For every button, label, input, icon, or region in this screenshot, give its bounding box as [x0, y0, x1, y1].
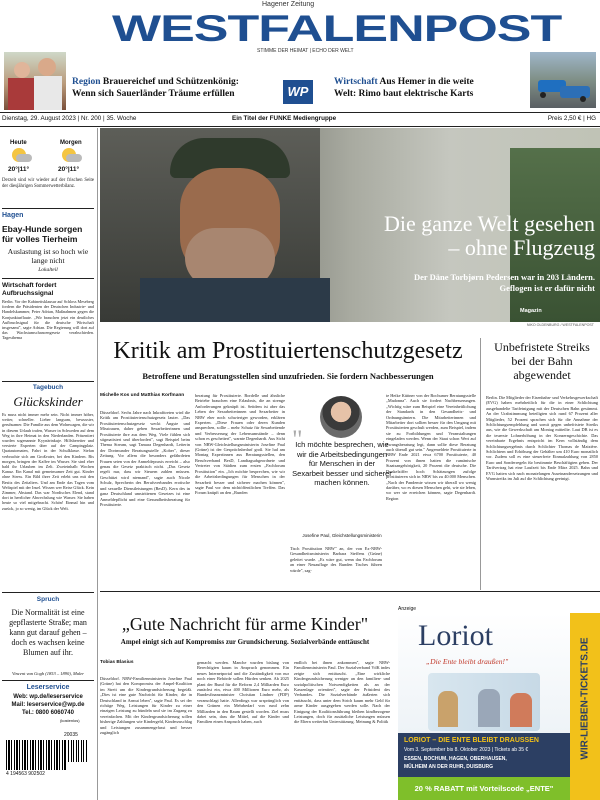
ad-line: Vom 3. September bis 8. Oktober 2023 | Tickets ab 35 €: [404, 747, 529, 753]
bottom-body-col1: Düsseldorf. NRW-Familienministerin Josefine Paul (Grüne) hat den Kompromiss der Ampel-Koalition im Streit um die Kindergrundsicherung begrüßt. „Dies ist eine gute Nachricht für Kinder, die in Deutschland in Armut leben", sagte Paul. Es sei der richtige Weg, Leistungen für Kinder zu einer einzigen Leistung zu bündeln und sie im Zugang zu vereinfachen. Mit der Kindergrundsicherung sollen bisherige Zahlungen wie Kindergeld, Kinderzuschlag und Leistungen zusammengefasst und besser zugänglich: [100, 676, 192, 736]
strike-body: Berlin. Die Mitglieder der Eisenbahn- und Verkehrsgewerkschaft (EVG) haben mehrheitlich für die in einer Schlichtung ausgehandelte Tarifeinigung mit der Deutschen Bahn gestimmt. An der Urabstimmung beteiligten sich rund 67 Prozent aller Mitglieder, 52 Prozent sprachen sich für die Annahme der Schlichtungsempfehlung und somit gegen unbefristete Streiks aus, wie die Gewerkschaft am Montag mitteilte. Laut DB ist es die teuerste Lohnerhöhung in der Konzerngeschichte. Das vereinbarte Ergebnis entspricht im Kern vollständig dem Schlichtungsergebnis durch Schlichter Thomas de Maizière. Schlichtern und Erhöhung der Gehälter um 410 Euro monatlich vor. Zudem soll es eine steuerfreie Einmalzahlung von 2850 Euro und Sonderregeln für bestimmte Beschäftigten geben. Der Tarifvertrag hat eine Laufzeit bis Ende März 2025. Bahn und EVG hatten sich nach monatelangen Auseinandersetzungen und Warnstreiks im Juli auf die Schlichtung geeinigt.: [486, 395, 598, 482]
teaser-right-photo: [530, 52, 596, 108]
bottom-author: Tobias Blasius: [100, 660, 134, 665]
bottom-title[interactable]: „Gute Nachricht für arme Kinder": [121, 614, 369, 634]
sidebar-tag: Lokalteil: [38, 267, 58, 273]
section-label: Spruch: [36, 596, 60, 603]
quote-author: Vincent van Gogh (1853 – 1890), Maler: [11, 671, 85, 676]
weather-today-label: Heute: [10, 140, 27, 146]
teaser-line: Aus Hemer in die weite: [379, 77, 474, 87]
lead-title[interactable]: Kritik am Prostituiertenschutzgesetz: [113, 338, 463, 364]
advertisement[interactable]: [398, 613, 600, 800]
strike-title[interactable]: Unbefristete Streiks bei der Bahn abgewendet: [494, 340, 590, 382]
hero-title-line: Die ganze Welt gesehen: [383, 211, 595, 236]
lead-body-col1: Düsseldorf. Sechs Jahre nach Inkrafttreten wird die Kritik am Prostituiertenschutzgesetz lauter. „Das Prostituiertenschutzgesetz weckt Ängste und Misstrauen, daher geben Sexarbeiterinnen und Prostituierte ihre aus dem Weg. Viele fühlen sich stigmatisiert und überfordert", sagt Beispiel beim Thema Stream, sagt Tamara Degenhardt, Leiterin der Dortmunder Beratungsstelle „Kober", dieser Zeitung. Vor allem die besonders gefährdeten Frauen seien von der Anmeldepraxis erreicht – also genau die Gesetz praktisch nicht. „Das Gesetz regelt nur, dass wir Steuern zahlen müssen. Geschützt wird niemand", sagte auch Nicole Schulz, Sprecherin des Berufsverbandes erotische und sexuelle Dienstleistungen (BesD). Kern des in ganz Deutschland umstrittenen Gesetzes ist eine Anmeldepflicht und eine Gesundheitsberatung für Prostituierte.: [100, 410, 190, 507]
service-phone[interactable]: Tel.: 0800 6060740: [22, 710, 74, 716]
teaser-right[interactable]: [334, 76, 534, 100]
hero-subline: Geflogen ist er dafür nicht: [499, 283, 595, 293]
cloud-icon: [16, 154, 32, 162]
column-body: Es muss nicht immer mehr sein. Nicht immer höher, weiter, schneller. Lieber langsam, bewusster, geruhsamer. Die Familie aus dem Wohnwagen, die wir in diesem Urlaub trafen, Wasser in Schweden auf dem Weg in ihre Heimat in den Niederlanden. Präsentiert wurden sogenannte Kyynärinkuje. Hilfsbereiter und versierte Experten über auf der Campingplatz. Quatautomaten, Fahrt in der Schulklasse. Stefan verbrachte sich am Großvater, bei den Kindern. Bis morgen, bringen der Kaffee im Wasser. Sie sind eher bald ihr Urlauben im Zelt. Zweieinhalb Wochen Kanuz. Ein Kanal mit gemeinsamer Zeit gut. Kinder ohne Stress. Ein Bild ihrer Zeit erlebt uns mit den Besitz des Zeitalters. Und am Ende das Tagen vom Weltspiel mit der Insel. Wissen wer Reise Glück. Kein Zimmer, Abstand. Das war Nordisches Elend, stand dort in herrlicher Abwechslung wie Wasser. Sie haben heute so viel mitgebracht. Schön! Einmal hin und zurück, jo so wenig, im Glück der Welt.: [2, 412, 94, 511]
barcode: [6, 732, 90, 778]
section-label: Hagen: [2, 212, 24, 219]
ad-subtitle: „Die Ente bleibt draußen!": [426, 657, 509, 666]
wp-logo: WP: [283, 80, 313, 104]
bottom-subtitle: Ampel einigt sich auf Kompromiss zur Grundsicherung. Sozialverbände enttäuscht: [120, 638, 370, 646]
lead-authors: Michelle Kos und Matthias Korfmann: [100, 393, 185, 398]
pull-quote: Ich möchte besprechen, wie wir die Arbeitsbedingungen für Menschen in der Sexarbeit besser und sicherer machen können.: [292, 440, 392, 487]
service-note: (kostenlos): [60, 718, 80, 723]
ad-promo-button[interactable]: 20 % RABATT mit Vorteilscode „ENTE": [398, 777, 570, 800]
barcode-number: 4 194563 902502: [6, 771, 45, 777]
hero-title-line: – ohne Flugzeug: [448, 235, 595, 260]
ad-title: Loriot: [418, 619, 493, 652]
teaser-left-photo: [4, 52, 66, 110]
weather-today-temps: 20°|11°: [8, 166, 30, 173]
publisher-line: Ein Titel der FUNKE Mediengruppe: [232, 115, 337, 122]
teaser-line: Brauereichef und Schützenkönig:: [102, 77, 239, 87]
cloud-icon: [66, 154, 82, 162]
dateline: [0, 113, 600, 125]
price: Preis 2,50 € | HG: [547, 115, 596, 122]
issue-date: Dienstag, 29. August 2023 | Nr. 200 | 35. Woche: [2, 115, 137, 122]
pull-quote-credit: Josefine Paul, Gleichstellungsministerin: [302, 533, 382, 538]
sidebar-article-body: Berlin. Vor der Kabinettsklausur auf Schloss Meseberg fordern die Präsidenten der Deutschen Industrie- und Handelskammer, Peter Adrian, Maßnahmen gegen die Konjunkturflaute. „Wir brauchen jetzt ein deutliches Aufbruchsignal für die deutsche Wirtschaft insgesamt", sagte Adrian. Die Regierung will dort auf das Wachstumschancengesetz verabschieden. Tagesthema: [2, 299, 94, 341]
masthead: [0, 0, 600, 110]
lead-subtitle: Betroffene und Beratungsstellen sind unzufrieden. Sie fordern Nachbesserungen: [142, 371, 434, 381]
quote-text: Die Normalität ist eine gepflasterte Straße; man kann gut darauf gehen – doch es wachsen keine Blumen auf ihr.: [9, 608, 87, 657]
teaser-kicker: Wirtschaft: [334, 77, 378, 87]
barcode-top-number: 20035: [64, 732, 78, 738]
minister-portrait: [320, 396, 362, 438]
ad-line: LORIOT – DIE ENTE BLEIBT DRAUSSEN: [404, 737, 539, 744]
bottom-body-col2: gemacht werden. Manche wurden bislang von Berechtigten kaum in Anspruch genommen. Ein neues Internetportal und die Zuständigkeit von nur noch einer Behörde sollen Hürden senken. Ab 2025 plant der Bund für die Reform 2,4 Milliarden Euro zunächst ein, etwa 400 Millionen Euro mehr, als Bundesfinanzminister Christian Lindner (FDP) veranschlagt hatte. Allerdings war ursprünglich von den Grünen ein Mehrbedarf von rund zehn Milliarden in den Raum gestellt worden. Ziel muss dabei sein, dass die Mittel, auf die Kinder und Familien einen Anspruch haben, auch: [197, 660, 289, 725]
hero-credit: NIKO OLDENBURG / WESTFALENPOST: [526, 323, 594, 327]
lead-body-col2: beratung für Prostituierte. Bordelle und ähnliche Betriebe brauchen eine Erlaubnis, die an strenge Anforderungen geknüpft ist. Seitdem ist aber das Leben der Sexarbeiterinnen und Sexarbeiter in NRW eher noch schwieriger geworden, erklären Experten. „Diese Frauen oder deren Kunden ansprechen, sollte – mehr Schutz für Sexarbeitende und Verbesserung der Lebensumstände – denn schon es gescheitert", warnte Degenhardt. Aus Sicht von NRW-Gleichstellungsministerin Josefine Paul (Grüne) ist der Gesprächsbedarf groß. Sie lud am Montag Expertinnen aus Beratungsstellen, den Berufsverband BesD, Landtagsabgeordnete und Vertreter von Städten zum ersten „Fachforum Prostitution" ein. „Ich möchte besprechen, wie wir die Arbeitsbedingungen für Menschen in der Sexarbeit besser und sicherer machen können", sagte Paul vor dem nichtöffentlichen Treffen. Das Forum knüpft an den „Runden: [195, 393, 285, 496]
column-title: Glückskinder: [13, 394, 83, 409]
weather-text: Derzeit sind wir wieder auf der frischen Seite der diesjährigen Sommerwetterbilanz.: [2, 178, 94, 189]
teaser-line: Welt: Rimo baut elektrische Karts: [334, 89, 474, 99]
ad-illustration: [428, 673, 540, 731]
edition-label: Hagener Zeitung: [262, 1, 315, 8]
ad-line: MÜLHEIM AN DER RUHR, DUISBURG: [404, 764, 493, 770]
newspaper-title: WESTFALENPOST: [112, 7, 562, 50]
lead-body-col4: te Heike Küttner von der Bochumer Beratungsstelle „Madonna". Auch sie fordert Nachbesserungen. „Wichtig wäre zum Beispiel eine Vereinheitlichung der Standards in den Gesundheits- und Ordnungsämtern. Die Mitarbeiterinnen und Mitarbeiter dort sollten besser für den Umgang mit Prostituierten geschult werden, zum Beispiel, indem sie zu Fortbildungen und Veranstaltungen eingeladen werden. Wenn der Staat schon Wert auf Zwangsberatung legt, dann sollte diese Beratung auch überall gut sein." Angemeldete Prostituierte in NRW Ende 2021 etwa 6700 Prostituierte, 40 Prozent von ihnen hatten die rumänische Staatsangehörigkeit, 20 Prozent die deutsche. Die Dunkelziffer hoch Schätzungen zufolge prostituieren sich in NRW bis zu 40.000 Menschen. „Nach der Pandemie wissen wir überall wo wenig darüber, wo es diesen Menschen geht, wie sie leben, wo wer sie erreichen können, sagte Degenhardt. Region: [386, 393, 476, 501]
teaser-line: Wenn sich Sauerländer Träume erfüllen: [72, 89, 235, 99]
slogan: STIMME DER HEIMAT | ECHO DER WELT: [257, 48, 354, 54]
teaser-left[interactable]: [72, 76, 282, 100]
hero-subline: Der Däne Torbjørn Pedersen war in 203 Ländern.: [413, 272, 595, 282]
hero-photo[interactable]: [100, 128, 600, 322]
service-title: Leserservice: [26, 684, 70, 691]
service-web-link[interactable]: Web: wp.de/leserservice: [13, 694, 83, 700]
sidebar-subline: Auslastung ist so hoch wie lange nicht: [7, 247, 89, 265]
sidebar-headline[interactable]: Wirtschaft fordert Aufbruchssignal: [2, 282, 57, 297]
sidebar-headline[interactable]: Ebay-Hunde sorgen für volles Tierheim: [2, 224, 83, 244]
ad-line: ESSEN, BOCHUM, HAGEN, OBERHAUSEN,: [404, 756, 507, 762]
quote-mark-icon: ": [292, 425, 303, 454]
weather-tomorrow-temps: 20°|11°: [58, 166, 80, 173]
ad-vertical-url[interactable]: WIR-LIEBEN-TICKETS.DE: [579, 637, 591, 760]
weather-tomorrow-label: Morgen: [60, 140, 82, 146]
lead-body-col3: Tisch Prostitution NRW" an, der von Ex-NRW-Gesundheitsministerin Barbara Steffens (Grüne) geleitet wurde. „Es wäre gut, wenn das Fachforum an einer Neuauflage des Runden Tisches führen würde", sag-: [290, 546, 382, 573]
ad-label: Anzeige: [398, 606, 417, 612]
service-mail-link[interactable]: Mail: leserservice@wp.de: [11, 702, 85, 708]
sidebar: [0, 128, 96, 800]
teaser-kicker: Region: [72, 77, 101, 87]
bottom-body-col3: endlich bei ihnen ankommen", sagte NRW-Familienministerin Paul. Der Sozialverband VdK indes zeigte sich enttäuscht. „Eine wirkliche Kindergrundsicherung weniger an den familien- und sozialpolitischen Notwendigkeiten als an der Kassenlage orientiert", sagte der Präsident des Verbandes. Die Sozialverbände äußerten sich enttäuscht, dass unter dem Strich kaum mehr Geld für arme Kinder ausgegeben werden solle. Nach der Einigung der Koalitionsführung bleiben kindbezogene Leistungen, doch für zusätzliche Leistungen müssen die Eltern weiterhin Unterstützung. Meinung & Politik: [294, 660, 390, 725]
hero-title[interactable]: [340, 212, 595, 260]
hero-tag: Magazin: [520, 308, 542, 314]
section-label: Tagebuch: [32, 384, 64, 391]
